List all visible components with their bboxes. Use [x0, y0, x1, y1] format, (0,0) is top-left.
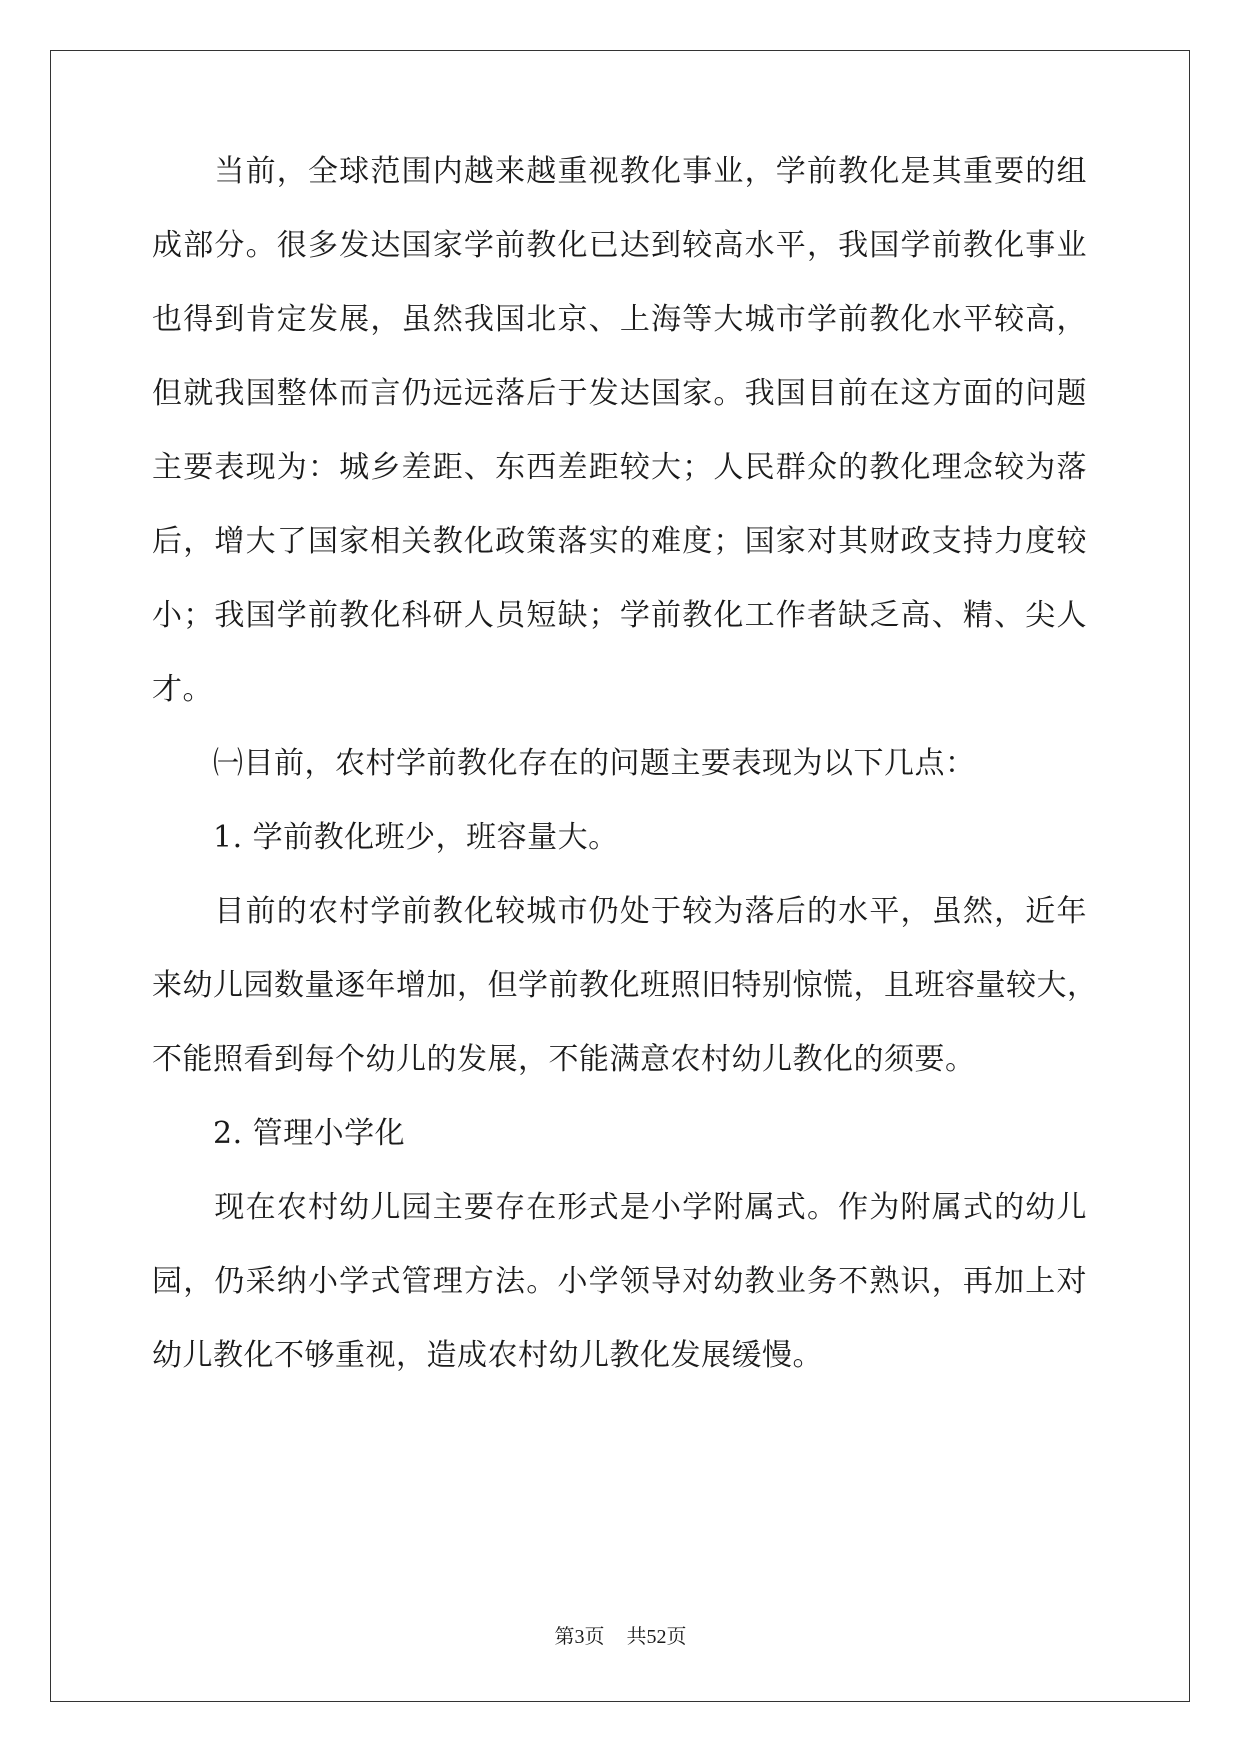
total-label-suffix: 页	[666, 1624, 687, 1648]
paragraph-line: 成部分。很多发达国家学前教化已达到较高水平，我国学前教化事业	[152, 228, 1087, 263]
paragraph-line: 不能照看到每个幼儿的发展，不能满意农村幼儿教化的须要。	[152, 1042, 976, 1077]
page-number: 3	[574, 1626, 585, 1648]
subsection-heading: 2. 管理小学化	[152, 1116, 406, 1151]
paragraph-line: 才。	[152, 672, 213, 707]
paragraph-line: 幼儿教化不够重视，造成农村幼儿教化发展缓慢。	[152, 1338, 823, 1373]
total-pages: 52	[646, 1626, 667, 1648]
paragraph-line: 当前，全球范围内越来越重视教化事业，学前教化是其重要的组	[152, 154, 1087, 189]
paragraph-line: 主要表现为：城乡差距、东西差距较大；人民群众的教化理念较为落	[152, 450, 1087, 485]
paragraph-line: 但就我国整体而言仍远远落后于发达国家。我国目前在这方面的问题	[152, 376, 1087, 411]
section-heading: ㈠目前，农村学前教化存在的问题主要表现为以下几点：	[152, 746, 976, 781]
paragraph-line: 来幼儿园数量逐年增加，但学前教化班照旧特别惊慌，且班容量较大，	[152, 968, 1098, 1003]
paragraph-line: 也得到肯定发展，虽然我国北京、上海等大城市学前教化水平较高，	[152, 302, 1087, 337]
paragraph-line: 园，仍采纳小学式管理方法。小学领导对幼教业务不熟识，再加上对	[152, 1264, 1087, 1299]
paragraph-line: 后，增大了国家相关教化政策落实的难度；国家对其财政支持力度较	[152, 524, 1087, 559]
paragraph-line: 小；我国学前教化科研人员短缺；学前教化工作者缺乏高、精、尖人	[152, 598, 1087, 633]
page-border	[50, 50, 1190, 1702]
subsection-heading: 1. 学前教化班少，班容量大。	[152, 820, 619, 855]
paragraph-line: 现在农村幼儿园主要存在形式是小学附属式。作为附属式的幼儿	[152, 1190, 1087, 1225]
total-label-prefix: 共	[626, 1624, 647, 1648]
page-footer	[0, 1623, 1241, 1650]
page-label-prefix: 第	[554, 1624, 575, 1648]
paragraph-line: 目前的农村学前教化较城市仍处于较为落后的水平，虽然，近年	[152, 894, 1087, 929]
page-label-suffix: 页	[584, 1624, 605, 1648]
